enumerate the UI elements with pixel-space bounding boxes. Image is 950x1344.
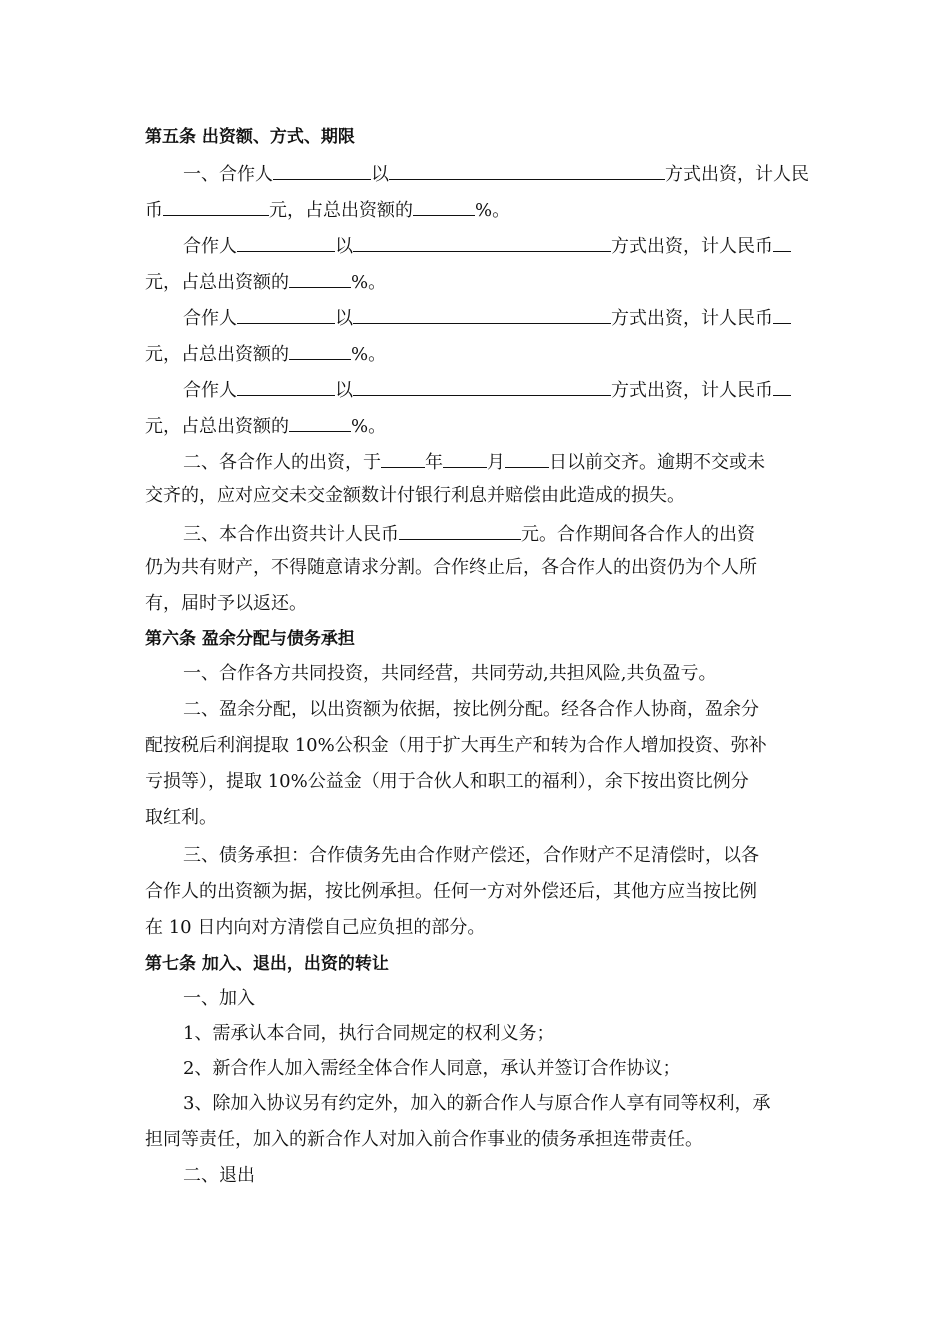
blank-partner (273, 161, 371, 180)
art5-partner-4-cont: 元，占总出资额的 %。 (0, 413, 950, 438)
blank-partner (237, 377, 335, 396)
art5-partner-4: 合作人 以 方式出资，计人民币 (0, 377, 950, 402)
blank-partner (237, 233, 335, 252)
blank-month (443, 449, 487, 468)
art6-p2-line4: 取红利。 (145, 807, 217, 828)
art6-p2-line3: 亏损等），提取 10%公益金（用于合伙人和职工的福利），余下按出资比例分 (145, 771, 749, 792)
blank-amount (773, 377, 791, 396)
blank-total-amount (399, 521, 521, 540)
art7-exit-heading: 二、退出 (183, 1165, 255, 1186)
blank-percent (289, 269, 351, 288)
blank-day (505, 449, 549, 468)
blank-method (353, 377, 611, 396)
art6-p1: 一、合作各方共同投资，共同经营，共同劳动,共担风险,共负盈亏。 (183, 663, 717, 684)
art6-p2-line2: 配按税后利润提取 10%公积金（用于扩大再生产和转为合作人增加投资、弥补 (145, 735, 767, 756)
art7-item-3-line2: 担同等责任，加入的新合作人对加入前合作事业的债务承担连带责任。 (145, 1129, 703, 1150)
blank-percent (289, 413, 351, 432)
article-6-title: 第六条 盈余分配与债务承担 (145, 629, 355, 649)
blank-amount (773, 305, 791, 324)
art5-section-2: 二、各合作人的出资，于 年 月 日以前交齐。逾期不交或未 (0, 449, 950, 474)
blank-partner (237, 305, 335, 324)
article-5-title: 第五条 出资额、方式、期限 (145, 127, 355, 147)
blank-method (389, 161, 665, 180)
art6-p2-line1: 二、盈余分配，以出资额为依据，按比例分配。经各合作人协商，盈余分 (183, 699, 759, 720)
art6-p3-line1: 三、债务承担：合作债务先由合作财产偿还，合作财产不足清偿时，以各 (183, 845, 759, 866)
article-7-title: 第七条 加入、退出，出资的转让 (145, 954, 389, 974)
blank-amount (773, 233, 791, 252)
blank-method (353, 233, 611, 252)
art7-join-heading: 一、加入 (183, 988, 255, 1009)
art5-partner-2-cont: 元，占总出资额的 %。 (0, 269, 950, 294)
art5-partner-3-cont: 元，占总出资额的 %。 (0, 341, 950, 366)
blank-method (353, 305, 611, 324)
art6-p3-line2: 合作人的出资额为据，按比例承担。任何一方对外偿还后，其他方应当按比例 (145, 881, 757, 902)
art5-section-2-cont: 交齐的，应对应交未交金额数计付银行利息并赔偿由此造成的损失。 (145, 485, 685, 506)
art7-item-3-line1: 3、除加入协议另有约定外，加入的新合作人与原合作人享有同等权利，承 (183, 1093, 771, 1114)
art5-line-2: 币 元，占总出资额的 %。 (0, 197, 950, 222)
art5-section-3-cont: 仍为共有财产，不得随意请求分割。合作终止后，各合作人的出资仍为个人所 (145, 557, 757, 578)
art6-p3-line3: 在 10 日内向对方清偿自己应负担的部分。 (145, 917, 486, 938)
art5-section-3: 三、本合作出资共计人民币 元。合作期间各合作人的出资 (0, 521, 950, 546)
art5-section-3-end: 有，届时予以返还。 (145, 593, 307, 614)
blank-amount (163, 197, 269, 216)
art5-partner-3: 合作人 以 方式出资，计人民币 (0, 305, 950, 330)
art5-line-1: 一、合作人 以 方式出资，计人民 (0, 161, 950, 186)
blank-year (381, 449, 425, 468)
blank-percent (289, 341, 351, 360)
art5-partner-2: 合作人 以 方式出资，计人民币 (0, 233, 950, 258)
blank-percent (413, 197, 475, 216)
art7-item-1: 1、需承认本合同，执行合同规定的权利义务； (183, 1023, 555, 1044)
art7-item-2: 2、新合作人加入需经全体合作人同意，承认并签订合作协议； (183, 1058, 681, 1079)
